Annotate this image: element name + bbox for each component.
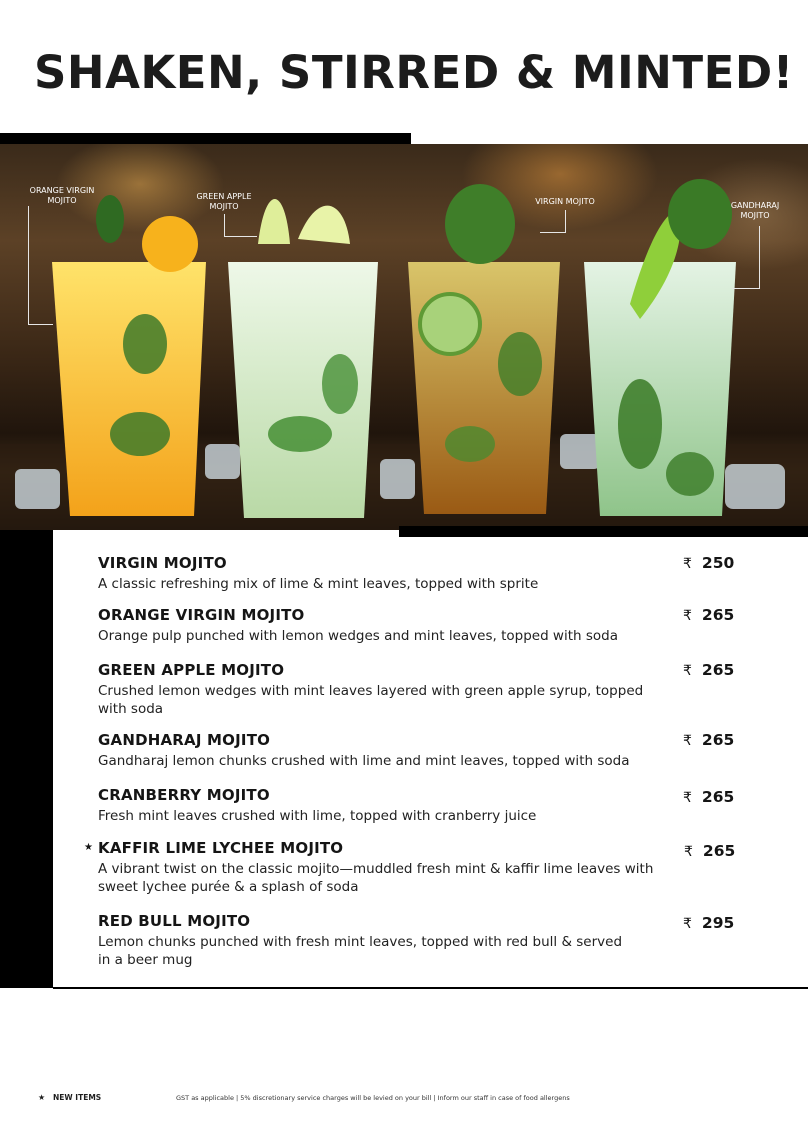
menu-item [98,912,738,969]
rupee-icon: ₹ [683,916,692,932]
menu-item [98,554,738,593]
left-side-bar [0,530,53,988]
rupee-icon: ₹ [684,844,693,860]
item-name: CRANBERRY MOJITO [98,786,270,804]
item-description: Orange pulp punched with lemon wedges and mint leaves, topped with soda [98,628,618,644]
item-description: Crushed lemon wedges with mint leaves layered with green apple syrup, topped with soda [98,683,644,717]
rupee-icon: ₹ [683,733,692,749]
item-name: RED BULL MOJITO [98,912,251,930]
menu-item [98,731,738,770]
price-value: 250 [701,554,735,572]
item-description: A classic refreshing mix of lime & mint leaves, topped with sprite [98,576,539,592]
photo-label-gandharaj: GANDHARAJ MOJITO [730,201,780,220]
price-value: 265 [701,731,735,749]
price-value: 265 [702,842,736,860]
item-description: Lemon chunks punched with fresh mint leaves, topped with red bull & served in a beer mug [98,934,623,968]
price-value: 295 [701,914,735,932]
item-price [684,842,754,860]
rupee-icon: ₹ [683,790,692,806]
middle-divider-bar [399,526,808,537]
item-name: KAFFIR LIME LYCHEE MOJITO [98,839,344,857]
page-title: SHAKEN, STIRRED & MINTED! [34,46,794,99]
leader-line [224,214,257,237]
menu-item [98,661,738,718]
rupee-icon: ₹ [683,663,692,679]
leader-line [540,210,566,233]
menu-item [98,606,738,645]
price-value: 265 [701,788,735,806]
item-price [683,554,753,572]
mojito-photo [0,144,808,530]
item-price [683,914,753,932]
price-value: 265 [701,661,735,679]
footer-note: GST as applicable | 5% discretionary service charges will be levied on your bill | Inform our staff in case of food allergens [176,1094,570,1102]
price-value: 265 [701,606,735,624]
item-description: Fresh mint leaves crushed with lime, topped with cranberry juice [98,808,537,824]
rupee-icon: ₹ [683,556,692,572]
footer-star-icon: ★ [38,1093,46,1102]
item-price [683,731,753,749]
item-price [683,606,753,624]
item-description: A vibrant twist on the classic mojito—muddled fresh mint & kaffir lime leaves with sweet lychee purée & a splash of soda [98,861,654,895]
item-price [683,788,753,806]
item-name: GANDHARAJ MOJITO [98,731,271,749]
item-description: Gandharaj lemon chunks crushed with lime and mint leaves, topped with soda [98,753,630,769]
photo-label-virgin: VIRGIN MOJITO [535,197,595,206]
mojito-illustration [0,144,808,530]
top-divider-bar [0,133,411,144]
item-name: GREEN APPLE MOJITO [98,661,285,679]
leader-line [28,206,53,325]
leader-line [732,226,760,289]
item-name: ORANGE VIRGIN MOJITO [98,606,305,624]
item-name: VIRGIN MOJITO [98,554,227,572]
menu-item [98,839,738,896]
new-items-legend: NEW ITEMS [53,1093,102,1102]
new-item-star-icon: ★ [84,842,93,853]
rupee-icon: ₹ [683,608,692,624]
photo-label-orange-virgin: ORANGE VIRGIN MOJITO [29,186,95,205]
menu-item [98,786,738,825]
menu-bottom-rule [53,987,808,989]
item-price [683,661,753,679]
photo-label-green-apple: GREEN APPLE MOJITO [196,192,252,211]
